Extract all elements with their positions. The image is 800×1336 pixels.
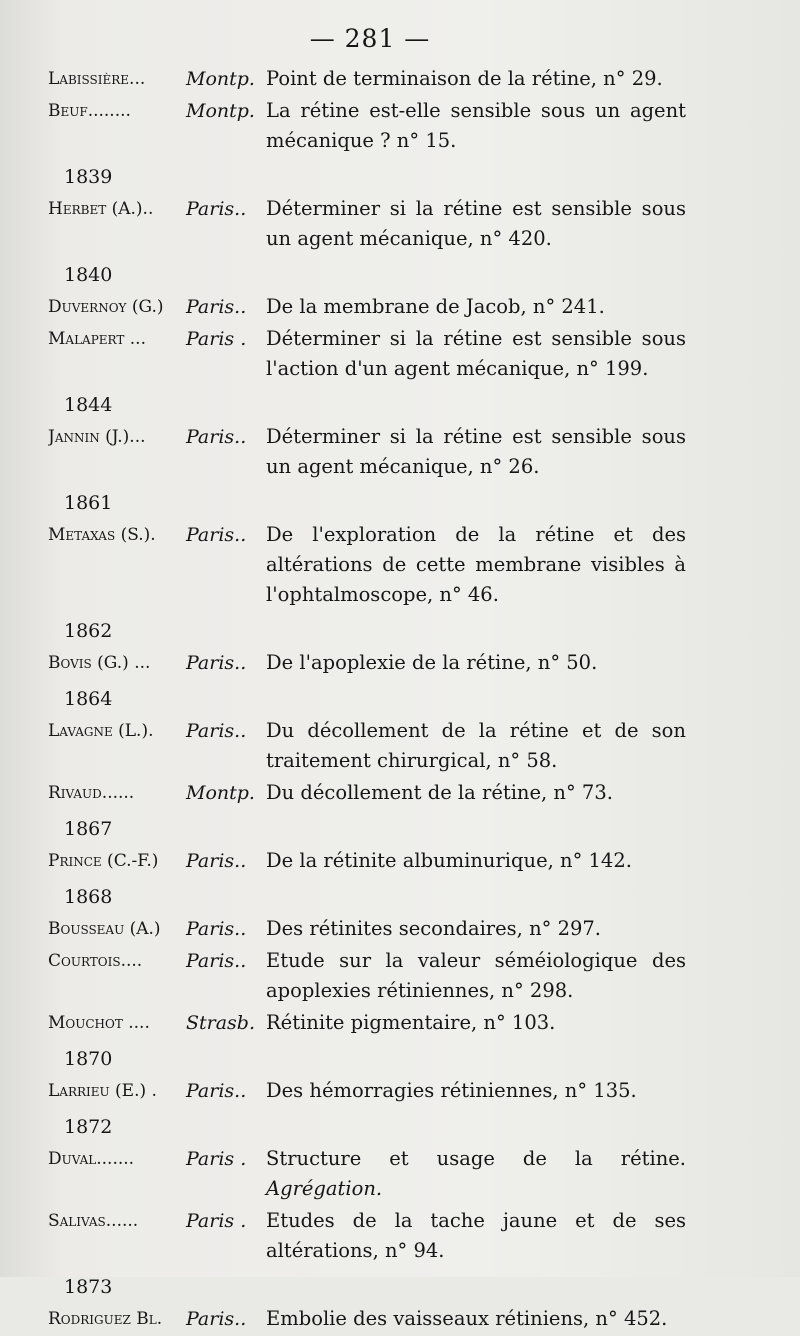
entry-title-text: Du décollement de la rétine et de son traitement chirurgical, n° 58. [266,719,686,772]
entry-title-text: De l'apoplexie de la rétine, n° 50. [266,651,598,674]
entry-title [266,1144,686,1204]
entry-title-text: Point de terminaison de la rétine, n° 29. [266,67,663,90]
entry-title-text: Etude sur la valeur séméiologique des apoplexies rétiniennes, n° 298. [266,949,686,1002]
bibliography-entry [48,422,748,482]
entry-author: Rivaud...... [48,783,135,803]
entry-title [266,324,686,384]
bibliography-entry [48,778,748,808]
entry-place: Paris.. [186,426,247,448]
bibliography-entry [48,194,748,254]
entry-title [266,778,686,808]
year-heading: 1868 [64,886,113,908]
entry-author: Beuf........ [48,101,131,121]
entry-place: Paris.. [186,296,247,318]
entry-author: Labissière... [48,69,146,89]
year-heading: 1839 [64,166,113,188]
bibliography-entry [48,64,748,94]
entry-title-text: Déterminer si la rétine est sensible sous un agent mécanique, n° 26. [266,425,686,478]
entry-title [266,64,686,94]
entry-place: Paris.. [186,918,247,940]
entry-title-text: Rétinite pigmentaire, n° 103. [266,1011,556,1034]
entry-title [266,422,686,482]
year-heading: 1867 [64,818,113,840]
entry-title [266,292,686,322]
entry-title [266,648,686,678]
entry-title-text: Embolie des vaisseaux rétiniens, n° 452. [266,1307,668,1330]
entry-title-italic: Agrégation. [266,1177,383,1200]
year-heading: 1872 [64,1116,113,1138]
entry-author: Rodriguez Bl. [48,1309,163,1329]
bibliography-entry [48,1304,748,1334]
year-heading: 1864 [64,688,113,710]
entry-title-text: Déterminer si la rétine est sensible sous un agent mécanique, n° 420. [266,197,686,250]
entry-title-text: Déterminer si la rétine est sensible sous l'action d'un agent mécanique, n° 199. [266,327,686,380]
entry-author: Salivas...... [48,1211,139,1231]
year-heading: 1862 [64,620,113,642]
bibliography-entry [48,96,748,156]
entry-title [266,914,686,944]
year-heading: 1873 [64,1276,113,1298]
entry-author: Courtois.... [48,951,143,971]
entry-place: Strasb. [186,1012,256,1034]
bibliography-entry [48,520,748,610]
entry-author: Larrieu (E.) . [48,1081,157,1101]
entry-author: Duvernoy (G.) [48,297,164,317]
entry-place: Paris . [186,328,247,350]
entry-author: Lavagne (L.). [48,721,154,741]
entry-title-text: De l'exploration de la rétine et des altérations de cette membrane visibles à l'ophtalmoscope, n° 46. [266,523,686,606]
entry-title [266,1076,686,1106]
entry-title-text: Des hémorragies rétiniennes, n° 135. [266,1079,637,1102]
entry-place: Paris.. [186,1080,247,1102]
bibliography-list [48,64,748,1336]
bibliography-entry [48,846,748,876]
entry-title [266,96,686,156]
entry-author: Prince (C.-F.) [48,851,159,871]
entry-place: Paris.. [186,652,247,674]
entry-author: Duval....... [48,1149,135,1169]
bibliography-entry [48,1206,748,1266]
entry-title-text: De la rétinite albuminurique, n° 142. [266,849,632,872]
entry-place: Montp. [186,782,255,804]
entry-author: Herbet (A.).. [48,199,154,219]
entry-place: Paris.. [186,524,247,546]
entry-place: Montp. [186,100,255,122]
bibliography-entry [48,1076,748,1106]
bibliography-entry [48,914,748,944]
page-number: — 281 — [309,24,431,53]
entry-author: Jannin (J.)... [48,427,146,447]
entry-place: Montp. [186,68,255,90]
year-heading: 1870 [64,1048,113,1070]
bibliography-entry [48,648,748,678]
entry-place: Paris.. [186,950,247,972]
entry-title [266,846,686,876]
bibliography-entry [48,946,748,1006]
entry-author: Malapert ... [48,329,146,349]
year-heading: 1844 [64,394,113,416]
entry-place: Paris.. [186,850,247,872]
entry-title [266,1008,686,1038]
entry-title-text: Etudes de la tache jaune et de ses altérations, n° 94. [266,1209,686,1262]
bibliography-entry [48,292,748,322]
entry-author: Bovis (G.) ... [48,653,151,673]
bibliography-entry [48,1144,748,1204]
entry-title-text: De la membrane de Jacob, n° 241. [266,295,605,318]
entry-title [266,1206,686,1266]
entry-place: Paris . [186,1148,247,1170]
bibliography-entry [48,716,748,776]
entry-place: Paris.. [186,720,247,742]
entry-title-text: Structure et usage de la rétine. [266,1147,686,1170]
entry-title-text: La rétine est-elle sensible sous un agent mécanique ? n° 15. [266,99,686,152]
year-heading: 1840 [64,264,113,286]
entry-title [266,520,686,610]
entry-author: Mouchot .... [48,1013,150,1033]
entry-title [266,1304,686,1334]
bibliography-entry [48,1008,748,1038]
entry-title [266,946,686,1006]
year-heading: 1861 [64,492,113,514]
entry-place: Paris.. [186,1308,247,1330]
bibliography-entry [48,324,748,384]
entry-place: Paris.. [186,198,247,220]
entry-place: Paris . [186,1210,247,1232]
entry-author: Metaxas (S.). [48,525,156,545]
entry-title-text: Des rétinites secondaires, n° 297. [266,917,601,940]
entry-author: Bousseau (A.) [48,919,161,939]
entry-title-text: Du décollement de la rétine, n° 73. [266,781,613,804]
entry-title [266,716,686,776]
entry-title [266,194,686,254]
